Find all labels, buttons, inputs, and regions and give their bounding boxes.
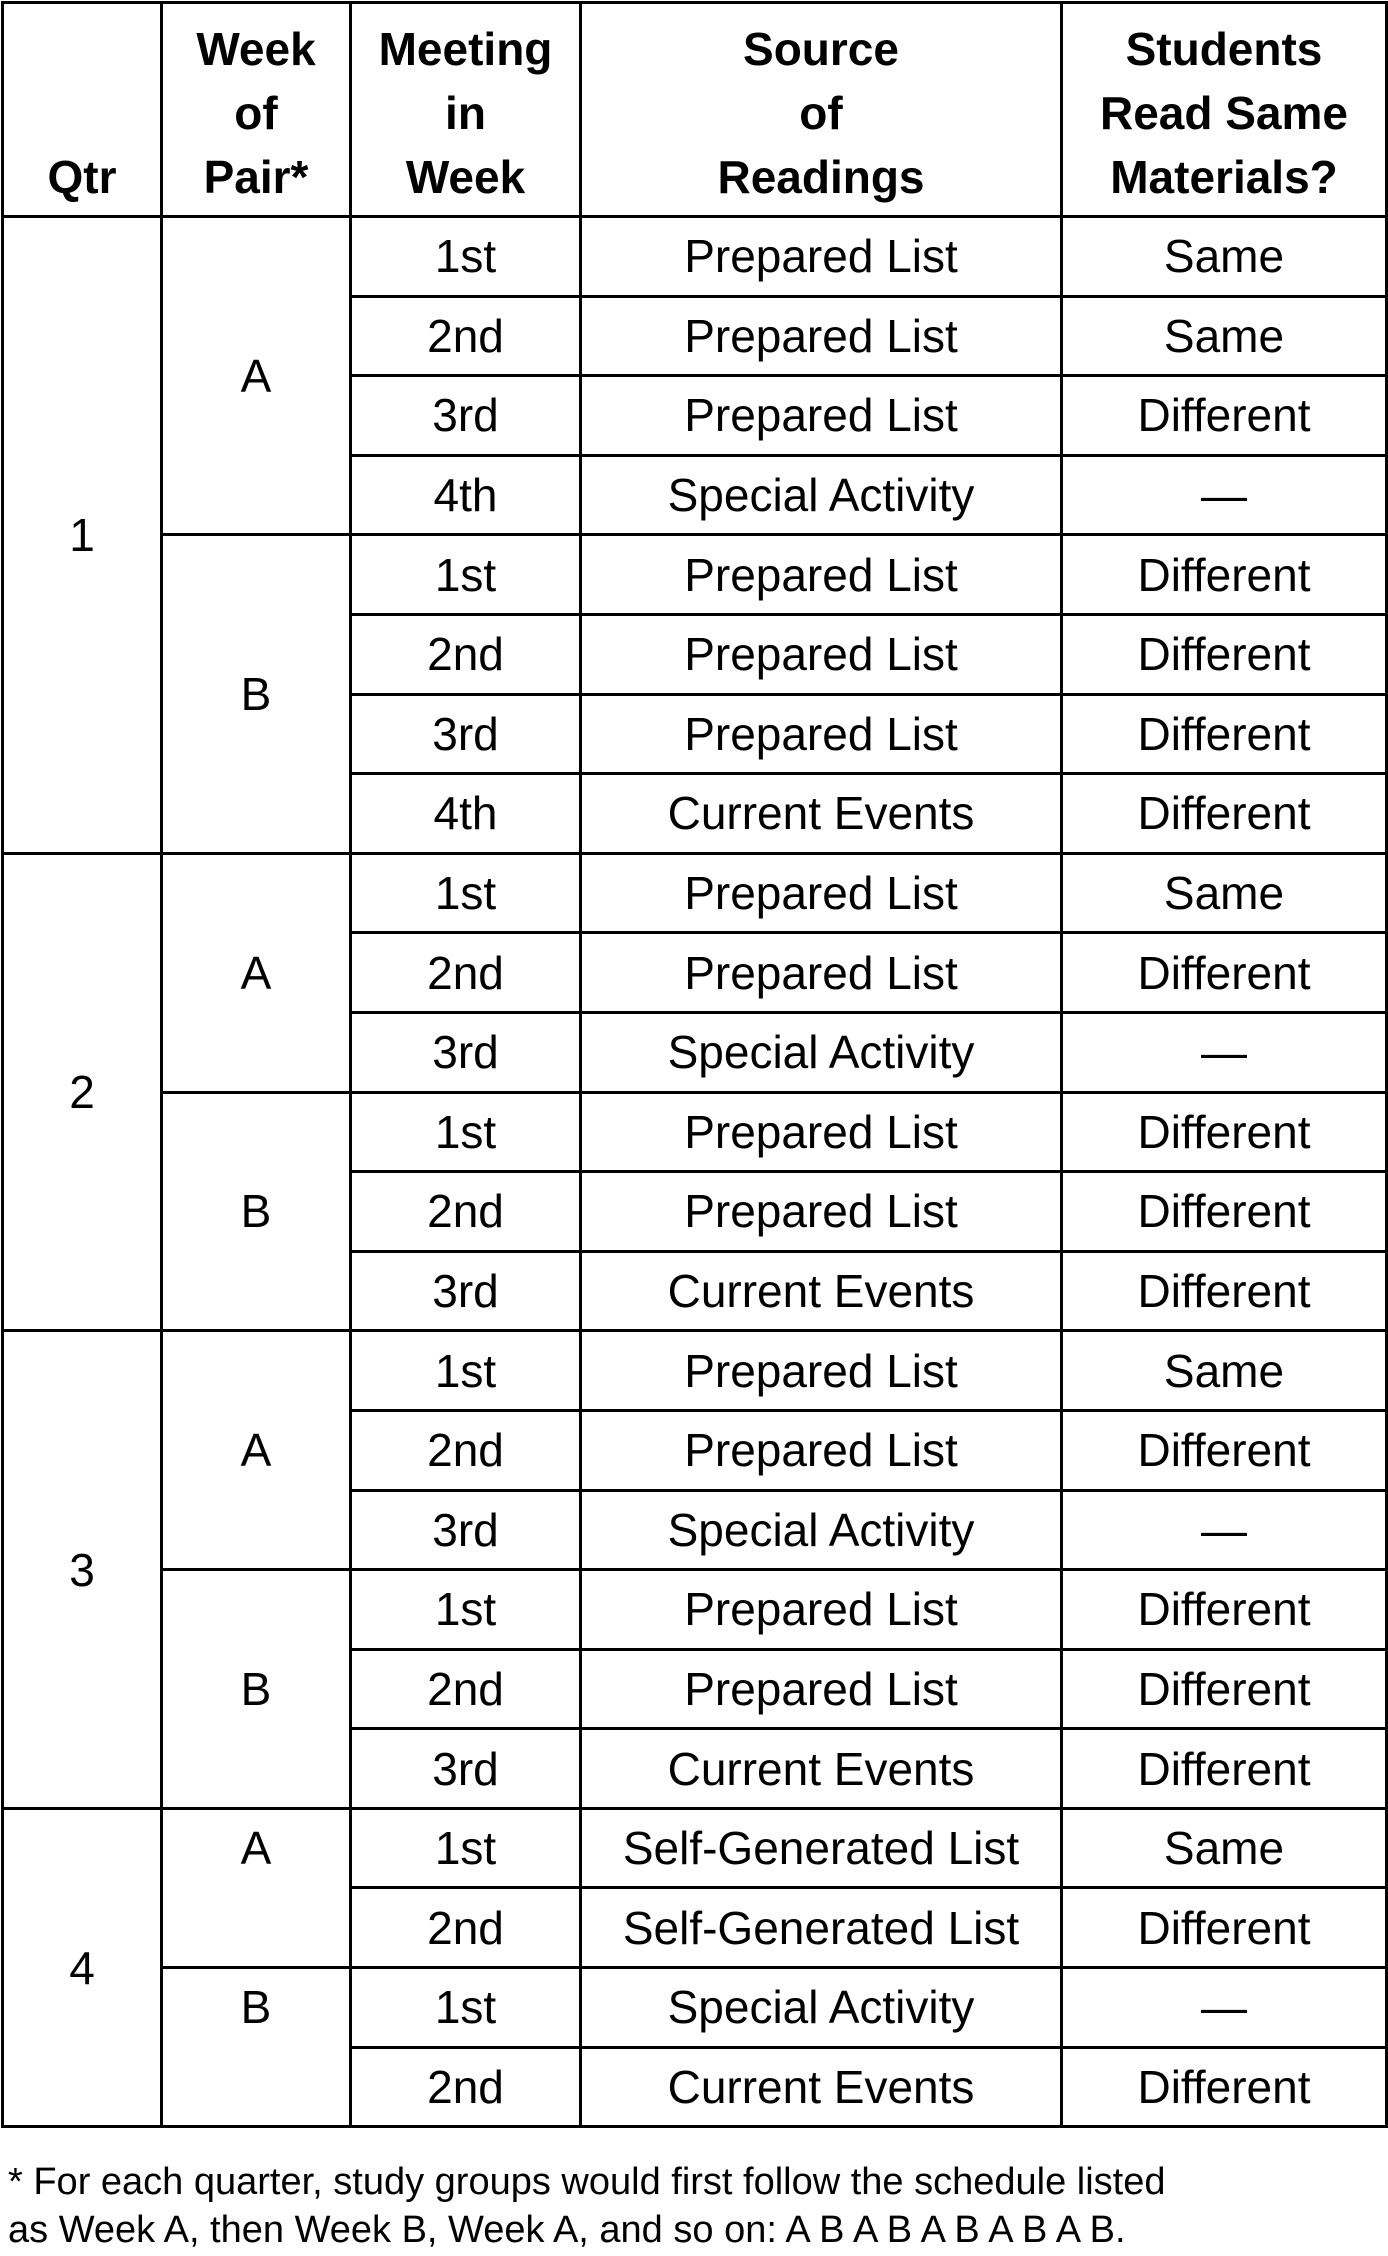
table-row bbox=[3, 1808, 1387, 1888]
same-materials-cell: Different bbox=[1062, 694, 1387, 774]
week-of-pair-cell: B bbox=[162, 1968, 351, 2127]
source-cell: Current Events bbox=[581, 774, 1062, 854]
meeting-cell: 1st bbox=[351, 1808, 581, 1888]
meeting-cell: 2nd bbox=[351, 614, 581, 694]
table-body bbox=[3, 217, 1387, 2127]
source-cell: Prepared List bbox=[581, 1570, 1062, 1650]
same-materials-cell: Different bbox=[1062, 1172, 1387, 1252]
same-materials-cell: Different bbox=[1062, 1729, 1387, 1809]
source-cell: Prepared List bbox=[581, 1331, 1062, 1411]
table-row bbox=[3, 1570, 1387, 1650]
same-materials-cell: — bbox=[1062, 1968, 1387, 2048]
meeting-cell: 2nd bbox=[351, 933, 581, 1013]
week-of-pair-cell: B bbox=[162, 1570, 351, 1809]
source-cell: Prepared List bbox=[581, 933, 1062, 1013]
meeting-cell: 3rd bbox=[351, 694, 581, 774]
meeting-cell: 1st bbox=[351, 1331, 581, 1411]
meeting-cell: 1st bbox=[351, 535, 581, 615]
source-cell: Self-Generated List bbox=[581, 1888, 1062, 1968]
meeting-cell: 2nd bbox=[351, 2047, 581, 2127]
meeting-cell: 1st bbox=[351, 1570, 581, 1650]
footnote bbox=[8, 2158, 1378, 2254]
header-meeting-in-week: Meeting in Week bbox=[351, 3, 581, 217]
source-cell: Special Activity bbox=[581, 1490, 1062, 1570]
meeting-cell: 3rd bbox=[351, 1012, 581, 1092]
table-row bbox=[3, 1331, 1387, 1411]
table-row bbox=[3, 853, 1387, 933]
footnote-line: * For each quarter, study groups would first follow the schedule listed bbox=[8, 2161, 1166, 2203]
same-materials-cell: Different bbox=[1062, 614, 1387, 694]
meeting-cell: 3rd bbox=[351, 376, 581, 456]
meeting-cell: 2nd bbox=[351, 1649, 581, 1729]
same-materials-cell: Different bbox=[1062, 933, 1387, 1013]
table-row bbox=[3, 217, 1387, 297]
same-materials-cell: Different bbox=[1062, 774, 1387, 854]
week-of-pair-cell: A bbox=[162, 853, 351, 1092]
same-materials-cell: Same bbox=[1062, 853, 1387, 933]
source-cell: Prepared List bbox=[581, 376, 1062, 456]
table-row bbox=[3, 1968, 1387, 2048]
week-of-pair-cell: B bbox=[162, 1092, 351, 1331]
meeting-cell: 1st bbox=[351, 1968, 581, 2048]
week-of-pair-cell: A bbox=[162, 1808, 351, 1967]
meeting-cell: 1st bbox=[351, 853, 581, 933]
meeting-cell: 3rd bbox=[351, 1490, 581, 1570]
source-cell: Prepared List bbox=[581, 1410, 1062, 1490]
source-cell: Prepared List bbox=[581, 535, 1062, 615]
source-cell: Special Activity bbox=[581, 1012, 1062, 1092]
qtr-cell: 2 bbox=[3, 853, 162, 1331]
header-qtr: Qtr bbox=[3, 3, 162, 217]
same-materials-cell: Different bbox=[1062, 1649, 1387, 1729]
source-cell: Special Activity bbox=[581, 1968, 1062, 2048]
same-materials-cell: Different bbox=[1062, 535, 1387, 615]
same-materials-cell: Same bbox=[1062, 217, 1387, 297]
meeting-cell: 3rd bbox=[351, 1729, 581, 1809]
meeting-cell: 2nd bbox=[351, 1172, 581, 1252]
table-row bbox=[3, 1092, 1387, 1172]
same-materials-cell: Different bbox=[1062, 2047, 1387, 2127]
same-materials-cell: Different bbox=[1062, 1888, 1387, 1968]
week-of-pair-cell: A bbox=[162, 1331, 351, 1570]
source-cell: Current Events bbox=[581, 1729, 1062, 1809]
same-materials-cell: Same bbox=[1062, 1808, 1387, 1888]
source-cell: Current Events bbox=[581, 1251, 1062, 1331]
source-cell: Prepared List bbox=[581, 217, 1062, 297]
week-of-pair-cell: A bbox=[162, 217, 351, 535]
header-source-of-readings: Source of Readings bbox=[581, 3, 1062, 217]
qtr-cell: 4 bbox=[3, 1808, 162, 2126]
header-row bbox=[3, 3, 1387, 217]
meeting-cell: 2nd bbox=[351, 296, 581, 376]
meeting-cell: 4th bbox=[351, 455, 581, 535]
source-cell: Current Events bbox=[581, 2047, 1062, 2127]
week-of-pair-cell: B bbox=[162, 535, 351, 853]
schedule-table bbox=[1, 1, 1388, 2128]
same-materials-cell: Different bbox=[1062, 376, 1387, 456]
same-materials-cell: — bbox=[1062, 1012, 1387, 1092]
header-same-materials: Students Read Same Materials? bbox=[1062, 3, 1387, 217]
meeting-cell: 2nd bbox=[351, 1410, 581, 1490]
same-materials-cell: — bbox=[1062, 1490, 1387, 1570]
source-cell: Prepared List bbox=[581, 614, 1062, 694]
same-materials-cell: Same bbox=[1062, 1331, 1387, 1411]
source-cell: Prepared List bbox=[581, 853, 1062, 933]
same-materials-cell: Different bbox=[1062, 1251, 1387, 1331]
source-cell: Prepared List bbox=[581, 1649, 1062, 1729]
meeting-cell: 3rd bbox=[351, 1251, 581, 1331]
meeting-cell: 4th bbox=[351, 774, 581, 854]
table-row bbox=[3, 535, 1387, 615]
source-cell: Prepared List bbox=[581, 1092, 1062, 1172]
header-week-of-pair: Week of Pair* bbox=[162, 3, 351, 217]
source-cell: Special Activity bbox=[581, 455, 1062, 535]
meeting-cell: 1st bbox=[351, 1092, 581, 1172]
same-materials-cell: Different bbox=[1062, 1410, 1387, 1490]
meeting-cell: 2nd bbox=[351, 1888, 581, 1968]
source-cell: Self-Generated List bbox=[581, 1808, 1062, 1888]
same-materials-cell: Same bbox=[1062, 296, 1387, 376]
source-cell: Prepared List bbox=[581, 1172, 1062, 1252]
same-materials-cell: Different bbox=[1062, 1092, 1387, 1172]
source-cell: Prepared List bbox=[581, 296, 1062, 376]
qtr-cell: 3 bbox=[3, 1331, 162, 1809]
source-cell: Prepared List bbox=[581, 694, 1062, 774]
same-materials-cell: — bbox=[1062, 455, 1387, 535]
same-materials-cell: Different bbox=[1062, 1570, 1387, 1650]
footnote-line: as Week A, then Week B, Week A, and so on: A B A B A B A B A B. bbox=[8, 2209, 1126, 2251]
meeting-cell: 1st bbox=[351, 217, 581, 297]
qtr-cell: 1 bbox=[3, 217, 162, 854]
